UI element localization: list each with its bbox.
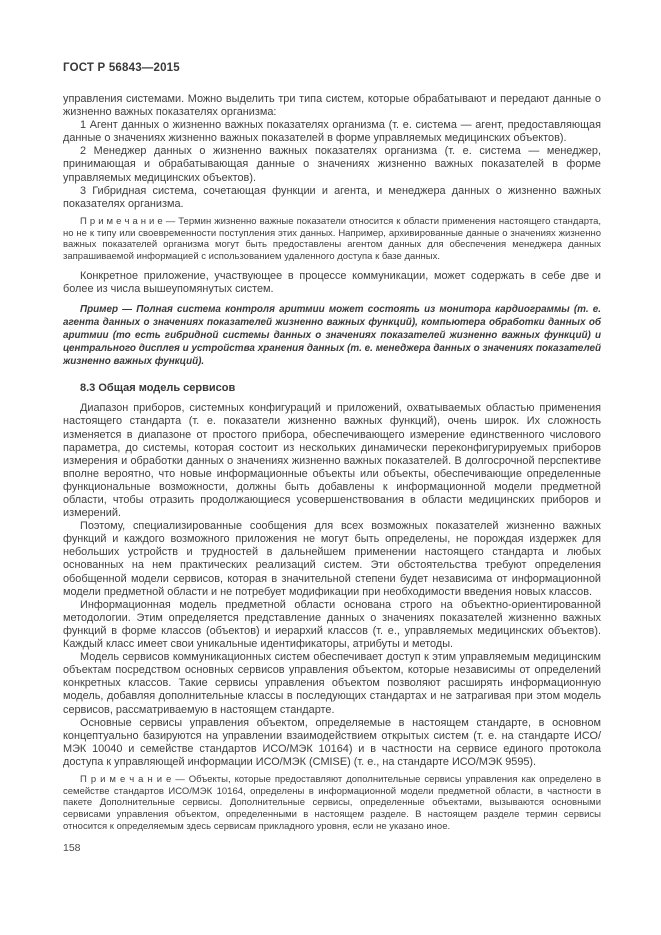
paragraph: Конкретное приложение, участвующее в процессе коммуникации, может содержать в себе две и более из числа вышеупомянутых систем. (63, 269, 601, 295)
paragraph: Диапазон приборов, системных конфигураций и приложений, охватываемых областью применения настоящего стандарта (т. е. показатели жизненно важных функций), очень широк. Их сложность изменяется в диапазоне от простого прибора, обеспечивающего измерение единственного числового параметра, до системы, которая состоит из нескольких динамически переконфигурируемых приборов измерения и обработки данных о значениях жизненно важных показателей. В долгосрочной перспективе вполне вероятно, что новые информационные объекты или объекты, обеспечивающие определенные функциональные возможности, должны быть добавлены к информационной модели предметной области, чтобы отразить продолжающиеся усовершенствования в области медицинских приборов и измерений. (63, 402, 601, 520)
standard-designation-header: ГОСТ Р 56843—2015 (63, 62, 180, 74)
section-heading: 8.3 Общая модель сервисов (80, 381, 236, 394)
paragraph: Основные сервисы управления объектом, определяемые в настоящем стандарте, в основном концептуально базируются на управлении взаимодействием открытых систем (т. е. на стандарте ИСО/МЭК 10040 и семействе стандартов ИСО/МЭК 10164) и в частности на сервисе единого протокола доступа к управляющей информации ИСО/МЭК (CMISE) (т. е., на стандарте ИСО/МЭК 9595). (63, 716, 601, 768)
document-content (63, 93, 601, 832)
note-paragraph: П р и м е ч а н и е — Термин жизненно важные показатели относится к области применения настоящего стандарта, но не к типу или своевременности поступления этих данных. Например, архивированные данные о значениях жизненно важных показателей организма могут быть предоставлены агентом данных для обеспечения менеджера данных запрашиваемой информацией с использованием удаленного доступа к базе данных. (63, 215, 601, 262)
paragraph: Поэтому, специализированные сообщения для всех возможных показателей жизненно важных функций и каждого возможного приложения не могут быть определены, не порождая издержек для небольших устройств и трудностей в дальнейшем применении настоящего стандарта и любых основанных на нем практических реализаций систем. Эти обстоятельства требуют определения обобщенной модели сервисов, которая в значительной степени будет независима от информационной модели предметной области и не потребует модификации при необходимости введения новых классов. (63, 520, 601, 598)
example-paragraph: Пример — Полная система контроля аритмии может состоять из монитора кардиограммы (т. е. агента данных о значениях показателей жизненно важных функций), компьютера обработки данных об аритмии (то есть гибридной системы данных о значениях показателей жизненно важных функций) и центрального дисплея и устройства хранения данных (т. е. менеджера данных о значениях показателей жизненно важных функций). (63, 303, 601, 367)
list-item-paragraph: 3 Гибридная система, сочетающая функции и агента, и менеджера данных о жизненно важных показателях организма. (63, 184, 601, 210)
paragraph: управления системами. Можно выделить три типа систем, которые обрабатывают и передают данные о жизненно важных показателях организма: (63, 93, 601, 119)
list-item-paragraph: 1 Агент данных о жизненно важных показателях организма (т. е. система — агент, предоставляющая данные о значениях жизненно важных показателей в форме управляемых медицинских объектов). (63, 119, 601, 145)
page-number: 158 (63, 842, 81, 854)
paragraph: Модель сервисов коммуникационных систем обеспечивает доступ к этим управляемым медицинским объектам посредством основных сервисов управления объектом, которые независимы от определений конкретных классов. Такие сервисы управления объектом позволяют расширять информационную модель, добавляя дополнительные классы в последующих стандартах и не затрагивая при этом модель сервисов, рассматриваемую в настоящем стандарте. (63, 651, 601, 716)
note-paragraph: П р и м е ч а н и е — Объекты, которые предоставляют дополнительные сервисы управления как определено в семействе стандартов ИСО/МЭК 10164, определены в информационной модели предметной области, в частности в пакете Дополнительные сервисы. Дополнительные сервисы, определенные объектами, вызываются основными сервисами управления объектом, определенными в настоящем разделе. В настоящем разделе термин сервисы относится к определяемым здесь сервисам прикладного уровня, если не указано иное. (63, 773, 601, 832)
paragraph: Информационная модель предметной области основана строго на объектно-ориентированной методологии. Этим определяется представление данных о значениях показателей жизненно важных функций в форме классов (объектов) и иерархий классов (т. е., управляемых медицинских объектов). Каждый класс имеет свои уникальные идентификаторы, атрибуты и методы. (63, 598, 601, 651)
list-item-paragraph: 2 Менеджер данных о жизненно важных показателях организма (т. е. система — менеджер, принимающая и обрабатывающая данные о значениях жизненно важных показателей в форме управляемых медицинских объектов). (63, 145, 601, 184)
